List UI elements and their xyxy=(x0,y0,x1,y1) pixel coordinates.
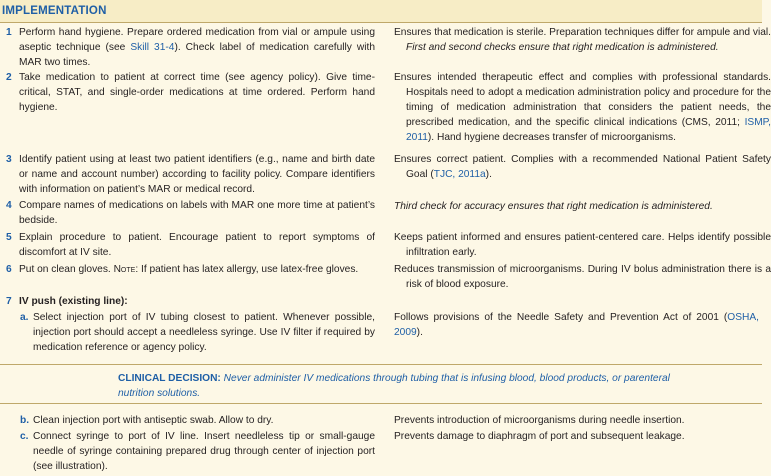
clinical-decision-text: Never administer IV medications through tubing that is infusing blood, blood products, or parenteral nutrition solutions. xyxy=(118,373,670,399)
step-text: Select injection port of IV tubing closest to patient. Whenever possible, injection port should accept a needleless syringe. Use IV filter if required by medication reference or agency policy. xyxy=(33,312,375,353)
step-text: Clean injection port with antiseptic swab. Allow to dry. xyxy=(33,415,274,426)
note-label: Note xyxy=(113,264,136,275)
substep-letter: c. xyxy=(20,431,29,442)
step-number: 2 xyxy=(6,72,12,83)
clinical-decision-box xyxy=(0,364,762,404)
tjc-link[interactable]: TJC, 2011a xyxy=(433,169,486,180)
step-number: 5 xyxy=(6,232,12,243)
step-text: Identify patient using at least two patient identifiers (e.g., name and birth date or name and account number) according to facility policy. Compare identifiers with information on patient’s MAR or medical record. xyxy=(19,154,375,195)
osha-link[interactable]: OSHA, 2009 xyxy=(394,312,759,338)
step-number: 3 xyxy=(6,154,12,165)
step-number: 1 xyxy=(6,27,12,38)
step-heading: IV push (existing line): xyxy=(19,296,128,307)
step-text: Connect syringe to port of IV line. Insert needleless tip or small-gauge needle of syringe containing prepared drug through center of injection port (see illustration). xyxy=(33,431,375,472)
rationale-text: Ensures correct patient. Complies with a recommended National Patient Safety Goal (TJC, 2011a). xyxy=(394,154,771,180)
clinical-decision-title: CLINICAL DECISION: xyxy=(118,373,221,384)
step-text: Perform hand hygiene. Prepare ordered medication from vial or ampule using aseptic technique (see Skill 31-4). Check label of medication carefully with MAR two times. xyxy=(19,27,375,68)
rationale-text: Reduces transmission of microorganisms. During IV bolus administration there is a risk of blood exposure. xyxy=(394,264,771,290)
step-text: Compare names of medications on labels with MAR one more time at patient’s bedside. xyxy=(19,200,375,226)
substep-letter: b. xyxy=(20,415,30,426)
rationale-text: Prevents damage to diaphragm of port and subsequent leakage. xyxy=(394,431,685,442)
rationale-text: Keeps patient informed and ensures patient-centered care. Helps identify possible infiltration early. xyxy=(394,232,771,258)
step-text: Explain procedure to patient. Encourage patient to report symptoms of discomfort at IV site. xyxy=(19,232,375,258)
step-number: 6 xyxy=(6,264,12,275)
step-text: Put on clean gloves. Note: If patient has latex allergy, use latex-free gloves. xyxy=(19,264,359,275)
ismp-link[interactable]: ISMP, 2011 xyxy=(406,117,771,143)
section-header xyxy=(0,0,762,23)
section-title: IMPLEMENTATION xyxy=(2,5,107,17)
rationale-text: Third check for accuracy ensures that right medication is administered. xyxy=(394,201,713,212)
rationale-text: Follows provisions of the Needle Safety and Prevention Act of 2001 (OSHA, 2009). xyxy=(394,312,759,338)
step-number: 7 xyxy=(6,296,12,307)
substep-letter: a. xyxy=(20,312,29,323)
step-text: Take medication to patient at correct time (see agency policy). Give time-critical, STAT, and single-order medications at time ordered. Perform hand hygiene. xyxy=(19,72,375,113)
rationale-text: Ensures intended therapeutic effect and complies with professional standards. Hospitals need to adopt a medication administration policy and procedure for the timing of medication administration that considers the patient needs, the prescribed medication, and the specific clinical indications (CMS, 2011; ISMP, 2011). Hand hygiene decreases transfer of microorganisms. xyxy=(394,72,771,143)
skill-link[interactable]: Skill 31-4 xyxy=(130,42,175,53)
rationale-text: Ensures that medication is sterile. Preparation techniques differ for ampule and vial. First and second checks ensure that right medication is administered. xyxy=(394,27,771,53)
rationale-text: Prevents introduction of microorganisms during needle insertion. xyxy=(394,415,685,426)
step-number: 4 xyxy=(6,200,12,211)
